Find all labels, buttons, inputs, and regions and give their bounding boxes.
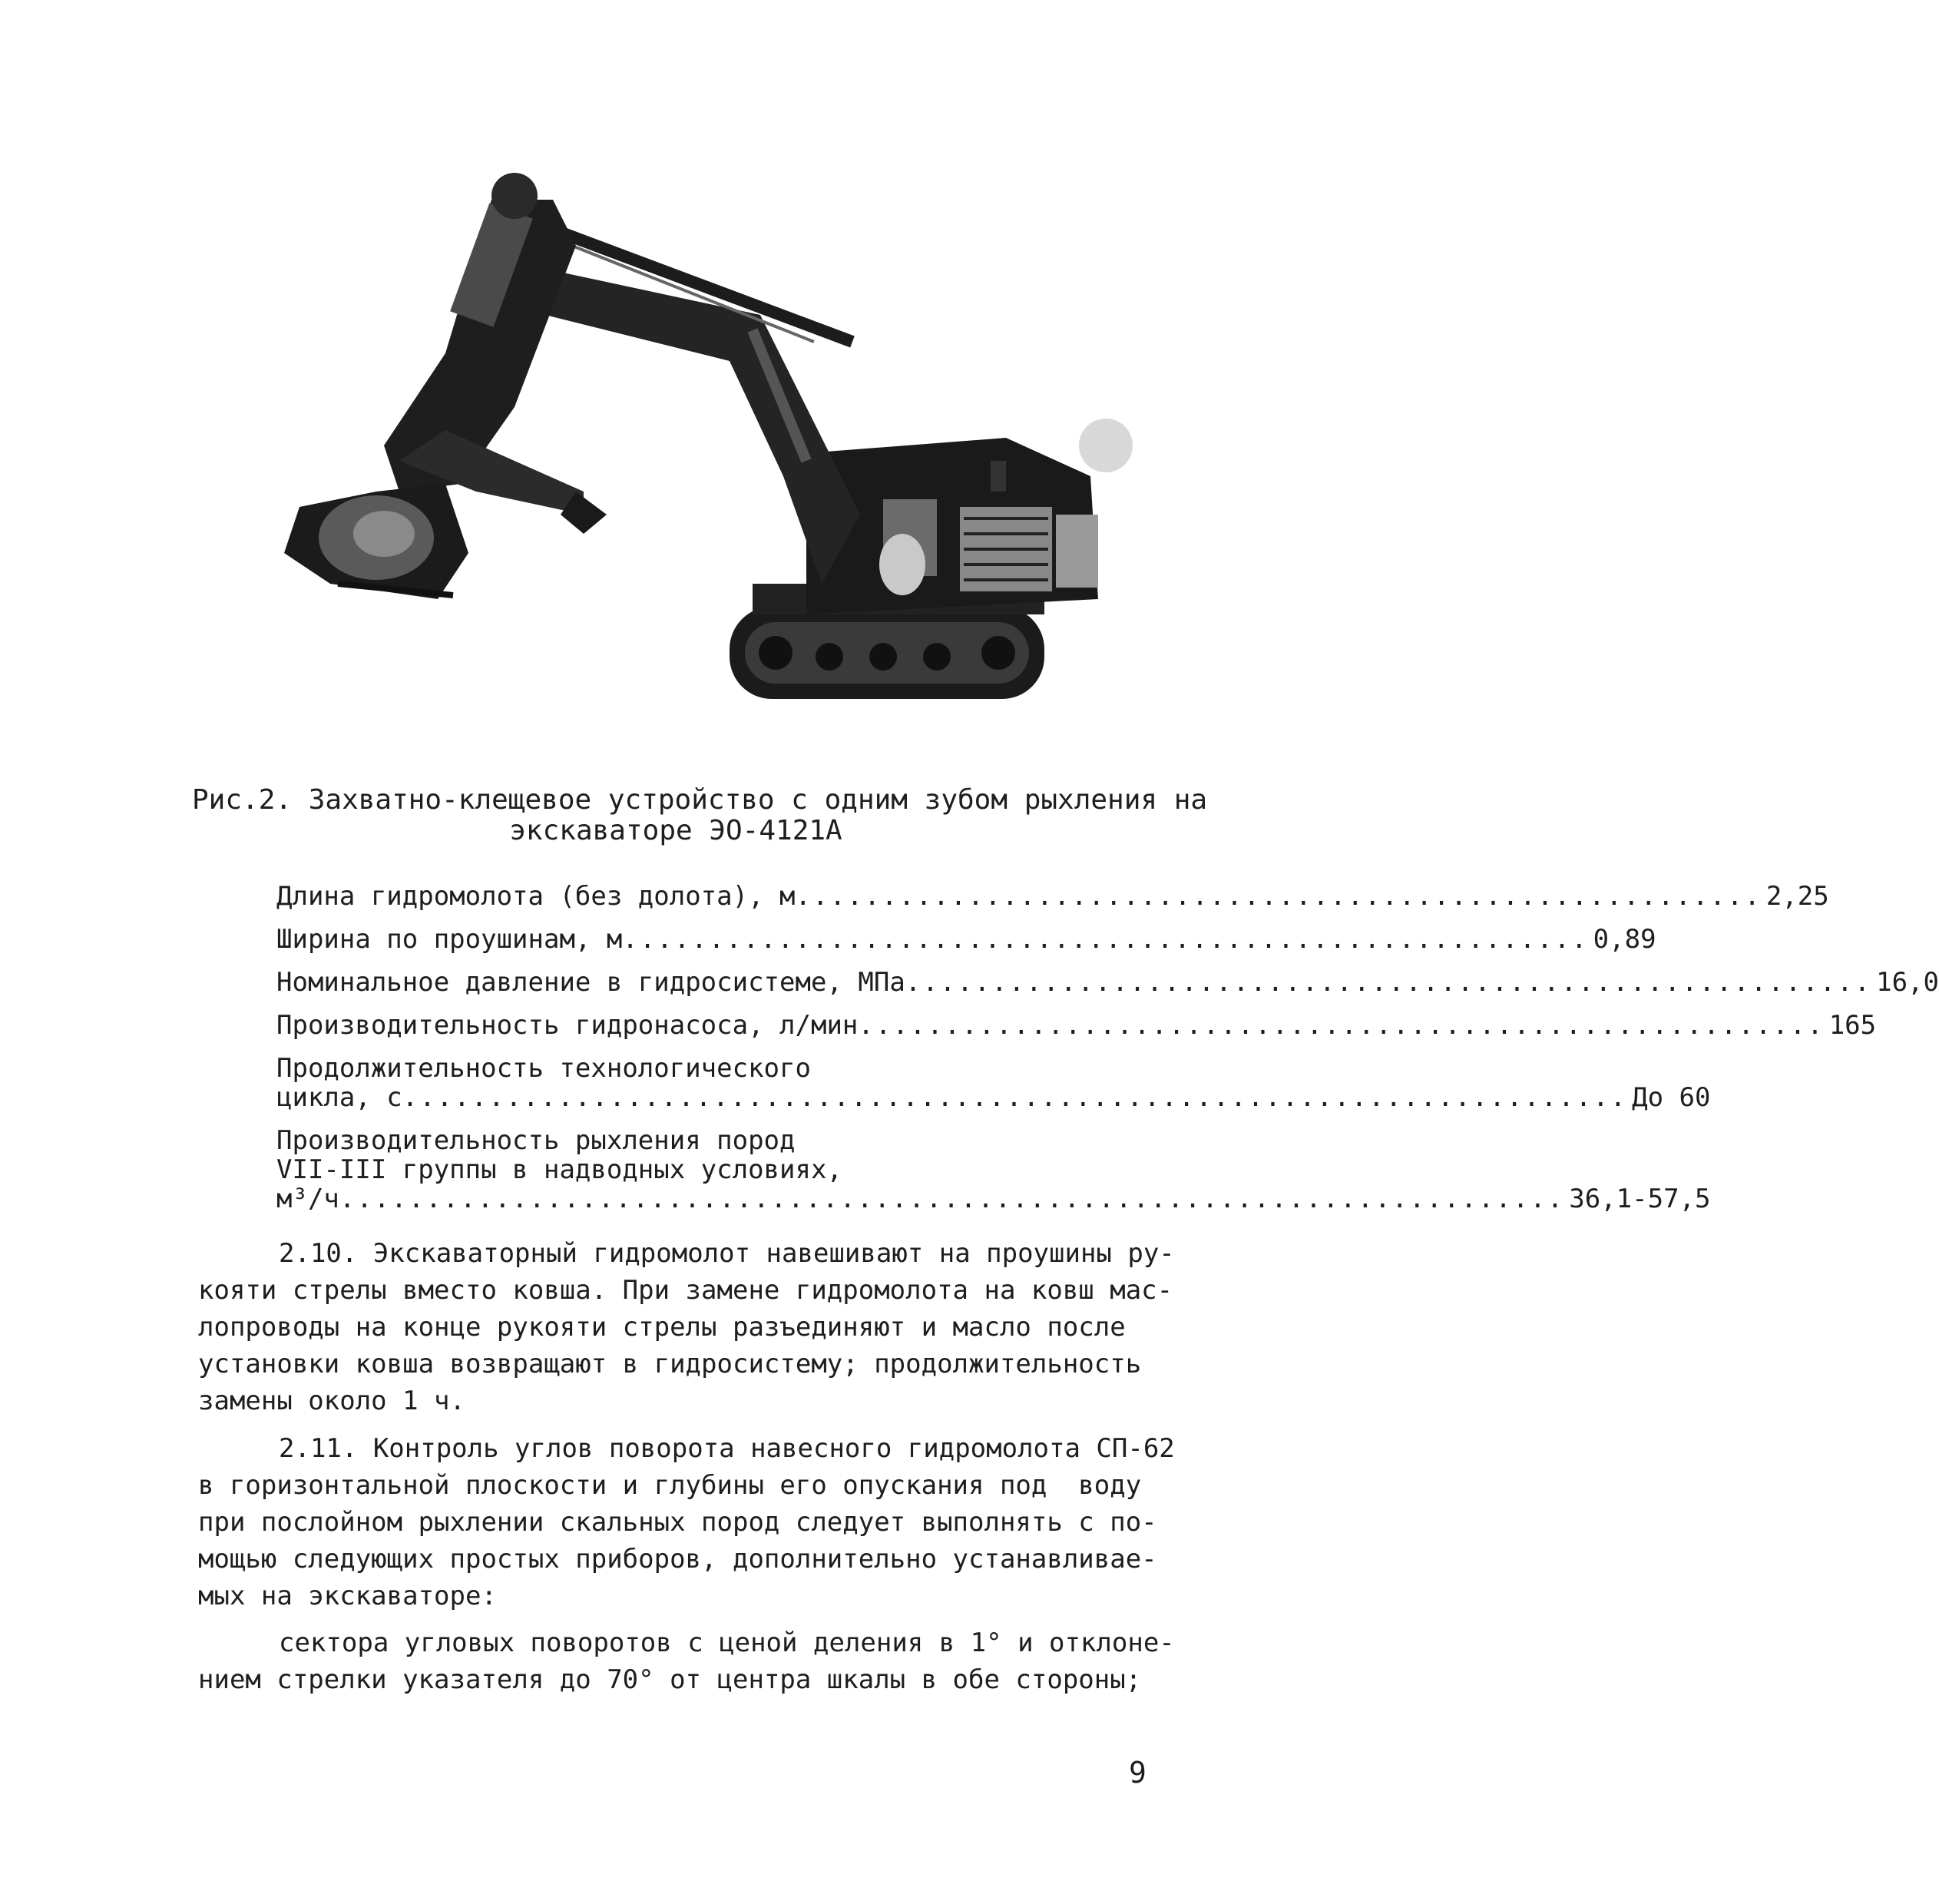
paragraph-2-10: [198, 1235, 1175, 1419]
paragraph-2-11: [198, 1430, 1175, 1614]
text-line: 2.11. Контроль углов поворота навесного гидромолота СП-62: [279, 1433, 1175, 1464]
text-line: установки ковша возвращают в гидросистему; продолжительность: [198, 1349, 1142, 1379]
spec-value: До 60: [1632, 1082, 1711, 1113]
spec-label: Производительность гидронасоса, л/мин: [276, 1010, 859, 1041]
spec-row: Длина гидромолота (без долота), м ........................................................ 2,25: [276, 881, 1829, 912]
spec-label: Длина гидромолота (без долота), м: [276, 881, 796, 912]
text-line: сектора угловых поворотов с ценой деления в 1° и отклоне-: [279, 1628, 1175, 1658]
text-line: 2.10. Экскаваторный гидромолот навешивают на проушины ру-: [279, 1238, 1175, 1269]
spec-value: 16,0: [1876, 967, 1939, 998]
caption-line-2: экскаваторе ЭО-4121А: [509, 815, 842, 846]
spec-row: Производительность рыхления пород VII-III группы в надводных условиях, м³/ч ....................................................................... 36,1-57,5: [276, 1125, 1711, 1214]
spec-label: VII-III группы в надводных условиях,: [276, 1154, 842, 1185]
spec-label: Номинальное давление в гидросистеме, МПа: [276, 967, 905, 998]
text-line: мых на экскаваторе:: [198, 1581, 497, 1611]
spec-label: Производительность рыхления пород: [276, 1125, 796, 1156]
text-line: замены около 1 ч.: [198, 1386, 465, 1416]
spec-label: Продолжительность технологического: [276, 1053, 811, 1084]
text-line: в горизонтальной плоскости и глубины его опускания под воду: [198, 1470, 1142, 1501]
text-line: при послойном рыхлении скальных пород следует выполнять с по-: [198, 1507, 1157, 1538]
spec-row: Производительность гидронасоса, л/мин ........................................................ 165: [276, 1010, 1877, 1041]
spec-label-last: м³/ч: [276, 1184, 339, 1214]
spec-value: 2,25: [1765, 881, 1829, 912]
text-line: нием стрелки указателя до 70° от центра шкалы в обе стороны;: [198, 1664, 1142, 1695]
spec-value: 165: [1828, 1010, 1877, 1041]
excavator-photo: [223, 154, 1129, 745]
specifications-list: [276, 881, 1939, 1227]
caption-line-1: Рис.2. Захватно-клещевое устройство с одним зубом рыхления на: [192, 784, 1208, 816]
text-line: мощью следующих простых приборов, дополнительно устанавливае-: [198, 1544, 1157, 1575]
spec-label-last: цикла, с: [276, 1082, 402, 1113]
spec-row: Номинальное давление в гидросистеме, МПа ........................................................ 16,0: [276, 967, 1939, 998]
spec-label: Ширина по проушинам, м: [276, 924, 623, 955]
spec-row: Продолжительность технологического цикла, с ....................................................................... До 60: [276, 1053, 1711, 1113]
figure-caption: [192, 784, 1208, 846]
page-number: 9: [1129, 1756, 1147, 1790]
text-line: кояти стрелы вместо ковша. При замене гидромолота на ковш мас-: [198, 1275, 1173, 1306]
spec-value: 36,1-57,5: [1569, 1184, 1711, 1214]
spec-row: Ширина по проушинам, м ........................................................ 0,89: [276, 924, 1656, 955]
spec-value: 0,89: [1593, 924, 1656, 955]
paragraph-sector: [198, 1624, 1175, 1698]
text-line: лопроводы на конце рукояти стрелы разъединяют и масло после: [198, 1312, 1126, 1343]
